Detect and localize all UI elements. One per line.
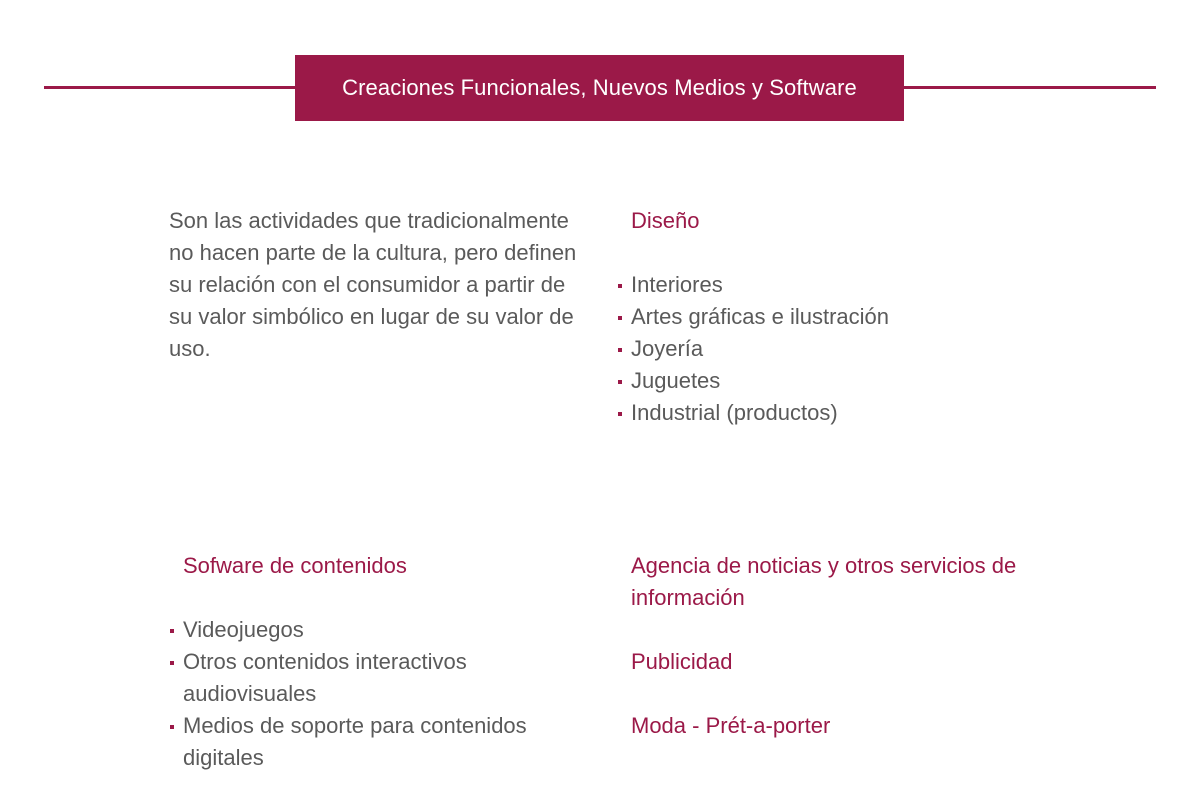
fashion-heading: Moda - Prét-a-porter (631, 713, 831, 738)
list-item: Otros contenidos interactivos audiovisuales (170, 646, 590, 710)
bullet-icon (618, 380, 622, 384)
advertising-heading: Publicidad (631, 649, 733, 674)
other-categories-section (631, 550, 1051, 742)
list-item: Medios de soporte para contenidos digitales (170, 710, 590, 774)
list-item: Juguetes (618, 365, 889, 397)
list-item: Artes gráficas e ilustración (618, 301, 889, 333)
software-section (170, 550, 590, 774)
list-item: Videojuegos (170, 614, 590, 646)
software-heading: Sofware de contenidos (183, 553, 407, 578)
header-divider-left (44, 86, 296, 89)
bullet-icon (170, 725, 174, 729)
design-heading: Diseño (631, 208, 700, 233)
news-agency-heading: Agencia de noticias y otros servicios de información (631, 553, 1017, 610)
list-item: Industrial (productos) (618, 397, 889, 429)
bullet-icon (618, 412, 622, 416)
software-list (170, 614, 590, 774)
bullet-icon (170, 629, 174, 633)
section-header-title: Creaciones Funcionales, Nuevos Medios y Software (342, 75, 857, 100)
section-header-banner (295, 55, 904, 121)
design-list (618, 269, 889, 429)
bullet-icon (618, 284, 622, 288)
bullet-icon (618, 348, 622, 352)
list-item: Interiores (618, 269, 889, 301)
design-section (618, 205, 889, 429)
header-divider-right (904, 86, 1156, 89)
intro-paragraph: Son las actividades que tradicionalmente no hacen parte de la cultura, pero definen su relación con el consumidor a partir de su valor simbólico en lugar de su valor de uso. (169, 208, 577, 361)
list-item: Joyería (618, 333, 889, 365)
bullet-icon (618, 316, 622, 320)
bullet-icon (170, 661, 174, 665)
